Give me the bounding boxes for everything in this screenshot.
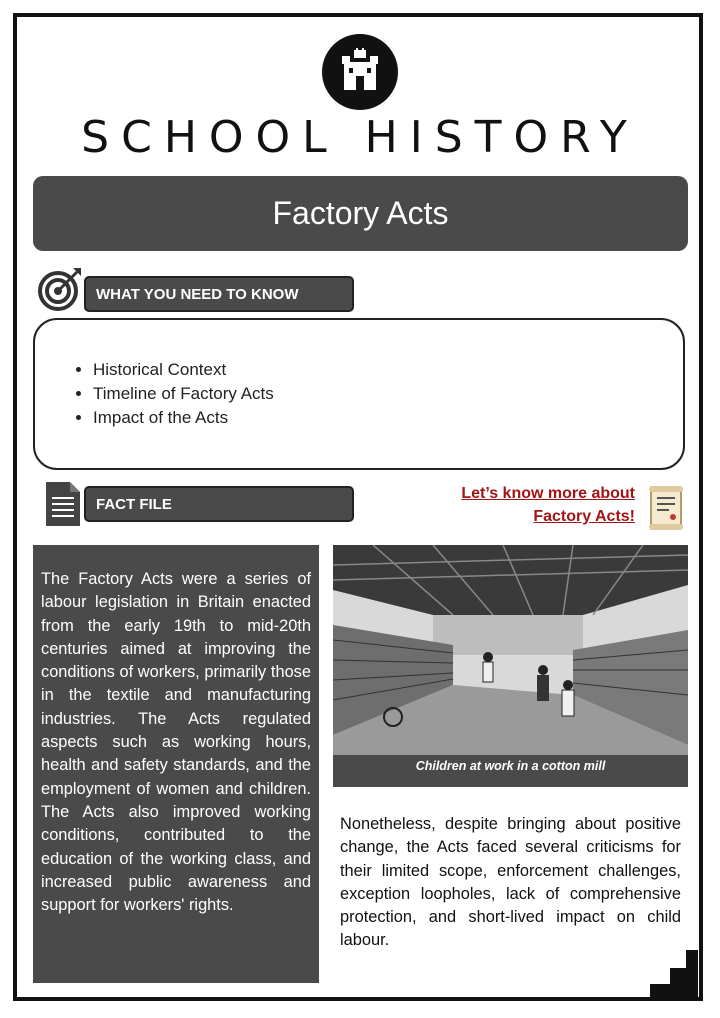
image-caption: Children at work in a cotton mill: [415, 759, 606, 773]
topic-list: [63, 358, 274, 430]
list-item: • Historical Context: [93, 358, 274, 382]
list-item: • Impact of the Acts: [93, 406, 274, 430]
fact-file-panel: [33, 545, 319, 983]
know-more-link[interactable]: [420, 482, 635, 528]
target-icon: [37, 266, 83, 312]
cotton-mill-image: [333, 545, 688, 787]
page-title: Factory Acts: [33, 176, 688, 251]
fact-file-label: FACT FILE: [84, 486, 354, 522]
list-item: • Timeline of Factory Acts: [93, 382, 274, 406]
cotton-mill-illustration: [333, 545, 688, 755]
fact-file-text: The Factory Acts were a series of labour legislation in Britain enacted from the early 19th to mid-20th centuries aimed at improving the conditions of workers, primarily those in the textile and manufacturing industries. The Acts regulated aspects such as working hours, health and safety standards, and the employment of women and children. The Acts also improved working conditions, contributed to the education of the working class, and increased public awareness and support for workers' rights.: [41, 570, 311, 915]
know-more-link-line2[interactable]: Factory Acts!: [533, 508, 635, 525]
scroll-icon: [645, 484, 687, 532]
logo: [322, 34, 398, 110]
what-you-need-to-know-label: WHAT YOU NEED TO KNOW: [84, 276, 354, 312]
criticisms-text: Nonetheless, despite bringing about positive change, the Acts faced several criticisms for their limited scope, enforcement challenges, exception loopholes, lack of comprehensive protection, and short-lived impact on child labour.: [340, 815, 681, 950]
what-you-need-to-know-box: [33, 318, 685, 470]
page-corner-mark: [650, 950, 698, 998]
brand-name: SCHOOL HISTORY: [81, 112, 639, 163]
document-icon: [44, 480, 82, 528]
know-more-link-line1[interactable]: Let’s know more about: [461, 485, 635, 502]
castle-icon: [322, 34, 398, 110]
